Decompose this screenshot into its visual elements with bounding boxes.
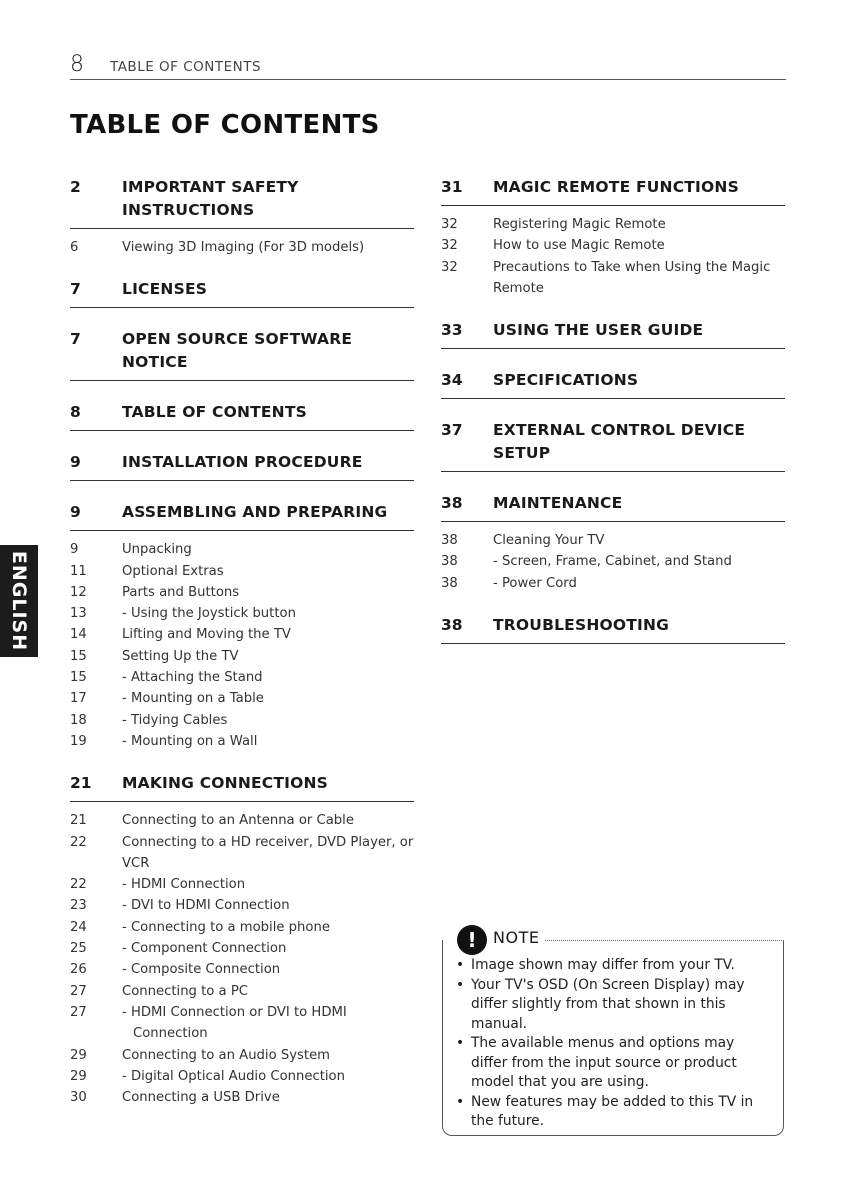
note-bullet: • New features may be added to this TV in the future.	[471, 1093, 771, 1132]
toc-left-column	[70, 176, 414, 1128]
toc-entry	[70, 688, 414, 709]
entry-title: Connecting to a PC	[122, 983, 248, 999]
entry-page-number: 24	[70, 919, 87, 935]
toc-entry	[70, 832, 414, 875]
toc-section-heading	[70, 501, 414, 531]
section-title: MAKING CONNECTIONS	[122, 774, 329, 793]
section-title: IMPORTANT SAFETY INSTRUCTIONS	[122, 178, 299, 219]
exclamation-icon: !	[457, 925, 487, 955]
section-page-number: 21	[70, 774, 92, 793]
toc-right-column	[441, 176, 785, 664]
entry-page-number: 29	[70, 1047, 87, 1063]
entry-title: Cleaning Your TV	[493, 533, 605, 549]
entry-title: - DVI to HDMI Connection	[122, 898, 290, 914]
entry-title: Parts and Buttons	[122, 584, 240, 600]
toc-entry	[70, 874, 414, 895]
entry-title: - Component Connection	[122, 941, 287, 957]
entry-page-number: 38	[441, 575, 458, 591]
entry-title: - Screen, Frame, Cabinet, and Stand	[493, 554, 732, 570]
entry-page-number: 21	[70, 813, 87, 829]
toc-section	[70, 328, 414, 381]
section-page-number: 9	[70, 503, 81, 522]
section-title: MAGIC REMOTE FUNCTIONS	[493, 178, 739, 196]
entry-page-number: 32	[441, 259, 458, 275]
entry-title: Connecting a USB Drive	[122, 1090, 280, 1106]
section-title: USING THE USER GUIDE	[493, 321, 704, 340]
entry-title: - Using the Joystick button	[122, 606, 296, 622]
toc-section-heading	[441, 176, 785, 206]
entry-title: - Tidying Cables	[122, 712, 228, 728]
entry-title: - HDMI Connection	[122, 877, 246, 893]
toc-entry	[70, 1002, 414, 1045]
entry-page-number: 6	[70, 240, 79, 255]
toc-section	[70, 401, 414, 431]
toc-section	[70, 278, 414, 308]
toc-section-heading	[70, 451, 414, 481]
section-title: TROUBLESHOOTING	[493, 616, 670, 635]
toc-entry	[70, 1066, 414, 1087]
entry-title: Precautions to Take when Using the Magic Remote	[493, 259, 771, 296]
note-bullet: • The available menus and options may differ from the input source or product model that you are using.	[471, 1034, 771, 1093]
toc-entry	[441, 214, 785, 235]
toc-entry	[441, 235, 785, 256]
entry-title: Connecting to a HD receiver, DVD Player, or VCR	[122, 834, 414, 871]
section-page-number: 38	[441, 494, 463, 513]
entry-page-number: 26	[70, 962, 87, 978]
entry-title: - Power Cord	[493, 575, 577, 591]
toc-entry	[70, 917, 414, 938]
toc-entry	[70, 710, 414, 731]
entry-page-number: 38	[441, 533, 458, 549]
toc-section-heading	[441, 492, 785, 522]
page-title: TABLE OF CONTENTS	[70, 110, 380, 140]
toc-entry	[70, 582, 414, 603]
toc-section-heading	[70, 278, 414, 308]
entry-page-number: 22	[70, 834, 87, 850]
toc-section-heading	[441, 319, 785, 349]
toc-entry	[70, 731, 414, 752]
entry-page-number: 22	[70, 877, 87, 893]
section-title: TABLE OF CONTENTS	[122, 403, 307, 422]
section-title: SPECIFICATIONS	[493, 371, 639, 390]
entry-page-number: 29	[70, 1068, 87, 1084]
toc-section	[70, 176, 414, 258]
toc-entry	[70, 938, 414, 959]
page-number: 8	[70, 52, 84, 77]
toc-entry	[70, 603, 414, 624]
toc-entry	[70, 810, 414, 831]
entry-page-number: 30	[70, 1090, 87, 1106]
entry-page-number: 9	[70, 542, 79, 558]
toc-entry	[441, 573, 785, 594]
entry-page-number: 27	[70, 1004, 87, 1020]
toc-entry	[441, 551, 785, 572]
section-page-number: 2	[70, 178, 81, 196]
entry-page-number: 15	[70, 670, 87, 686]
toc-entry	[70, 1045, 414, 1066]
running-header	[70, 52, 786, 80]
note-list	[443, 956, 783, 1132]
entry-title: Connecting to an Audio System	[122, 1047, 331, 1063]
toc-entry	[70, 561, 414, 582]
toc-section	[70, 772, 414, 1108]
toc-entry	[70, 959, 414, 980]
toc-section-heading	[70, 176, 414, 229]
toc-section-heading	[441, 614, 785, 644]
entry-page-number: 14	[70, 627, 87, 643]
toc-section	[441, 492, 785, 594]
entry-title: - Composite Connection	[122, 962, 281, 978]
toc-entry	[70, 539, 414, 560]
entry-page-number: 32	[441, 238, 458, 254]
section-page-number: 37	[441, 421, 463, 440]
toc-entry	[70, 667, 414, 688]
section-page-number: 9	[70, 453, 81, 472]
entry-page-number: 32	[441, 217, 458, 232]
entry-page-number: 13	[70, 606, 87, 622]
entry-page-number: 15	[70, 648, 87, 664]
section-title: MAINTENANCE	[493, 494, 623, 513]
toc-entry	[441, 257, 785, 300]
entry-title: Connecting to an Antenna or Cable	[122, 813, 354, 829]
entry-title: Lifting and Moving the TV	[122, 627, 291, 643]
toc-section	[70, 501, 414, 752]
entry-page-number: 19	[70, 733, 87, 749]
section-title: EXTERNAL CONTROL DEVICE SETUP	[493, 421, 746, 463]
toc-section	[70, 451, 414, 481]
toc-entry	[70, 895, 414, 916]
toc-entry	[70, 1087, 414, 1108]
entry-title: Optional Extras	[122, 563, 224, 579]
section-page-number: 7	[70, 330, 81, 349]
header-title: TABLE OF CONTENTS	[110, 59, 262, 75]
entry-page-number: 11	[70, 563, 87, 579]
toc-section	[441, 319, 785, 349]
entry-title: - Connecting to a mobile phone	[122, 919, 330, 935]
entry-title: - Attaching the Stand	[122, 670, 263, 686]
entry-page-number: 25	[70, 941, 87, 957]
toc-section-heading	[70, 401, 414, 431]
entry-page-number: 12	[70, 584, 87, 600]
entry-page-number: 38	[441, 554, 458, 570]
entry-title: Unpacking	[122, 542, 192, 558]
section-title: OPEN SOURCE SOFTWARE NOTICE	[122, 330, 353, 372]
toc-section-heading	[70, 772, 414, 802]
note-top-border	[545, 940, 784, 941]
note-box	[442, 928, 784, 1136]
entry-title: - HDMI Connection or DVI to HDMI Connection	[122, 1004, 347, 1042]
section-page-number: 8	[70, 403, 81, 422]
entry-title: Viewing 3D Imaging (For 3D models)	[122, 240, 365, 255]
section-page-number: 33	[441, 321, 463, 340]
note-bullet: • Your TV's OSD (On Screen Display) may differ slightly from that shown in this manual.	[471, 976, 771, 1035]
toc-entry	[441, 530, 785, 551]
toc-entry	[70, 646, 414, 667]
entry-title: - Digital Optical Audio Connection	[122, 1068, 345, 1084]
section-page-number: 34	[441, 371, 463, 390]
section-page-number: 7	[70, 280, 81, 299]
entry-page-number: 17	[70, 691, 87, 707]
note-title: NOTE	[493, 928, 540, 947]
entry-page-number: 23	[70, 898, 87, 914]
toc-section-heading	[441, 369, 785, 399]
language-tab	[0, 545, 38, 657]
entry-page-number: 18	[70, 712, 87, 728]
toc-entry	[70, 237, 414, 258]
toc-section-heading	[70, 328, 414, 381]
section-title: LICENSES	[122, 280, 208, 299]
language-tab-label: ENGLISH	[8, 550, 30, 652]
toc-section	[441, 419, 785, 472]
section-title: INSTALLATION PROCEDURE	[122, 453, 363, 472]
section-title: ASSEMBLING AND PREPARING	[122, 503, 388, 522]
entry-page-number: 27	[70, 983, 87, 999]
toc-section	[441, 176, 785, 299]
section-page-number: 31	[441, 178, 463, 196]
toc-section	[441, 614, 785, 644]
section-page-number: 38	[441, 616, 463, 635]
toc-entry	[70, 624, 414, 645]
toc-section	[441, 369, 785, 399]
toc-section-heading	[441, 419, 785, 472]
entry-title: Registering Magic Remote	[493, 217, 666, 232]
note-bullet: • Image shown may differ from your TV.	[471, 956, 771, 976]
entry-title: Setting Up the TV	[122, 648, 239, 664]
entry-title: - Mounting on a Wall	[122, 733, 258, 749]
toc-entry	[70, 981, 414, 1002]
entry-title: - Mounting on a Table	[122, 691, 264, 707]
entry-title: How to use Magic Remote	[493, 238, 665, 254]
